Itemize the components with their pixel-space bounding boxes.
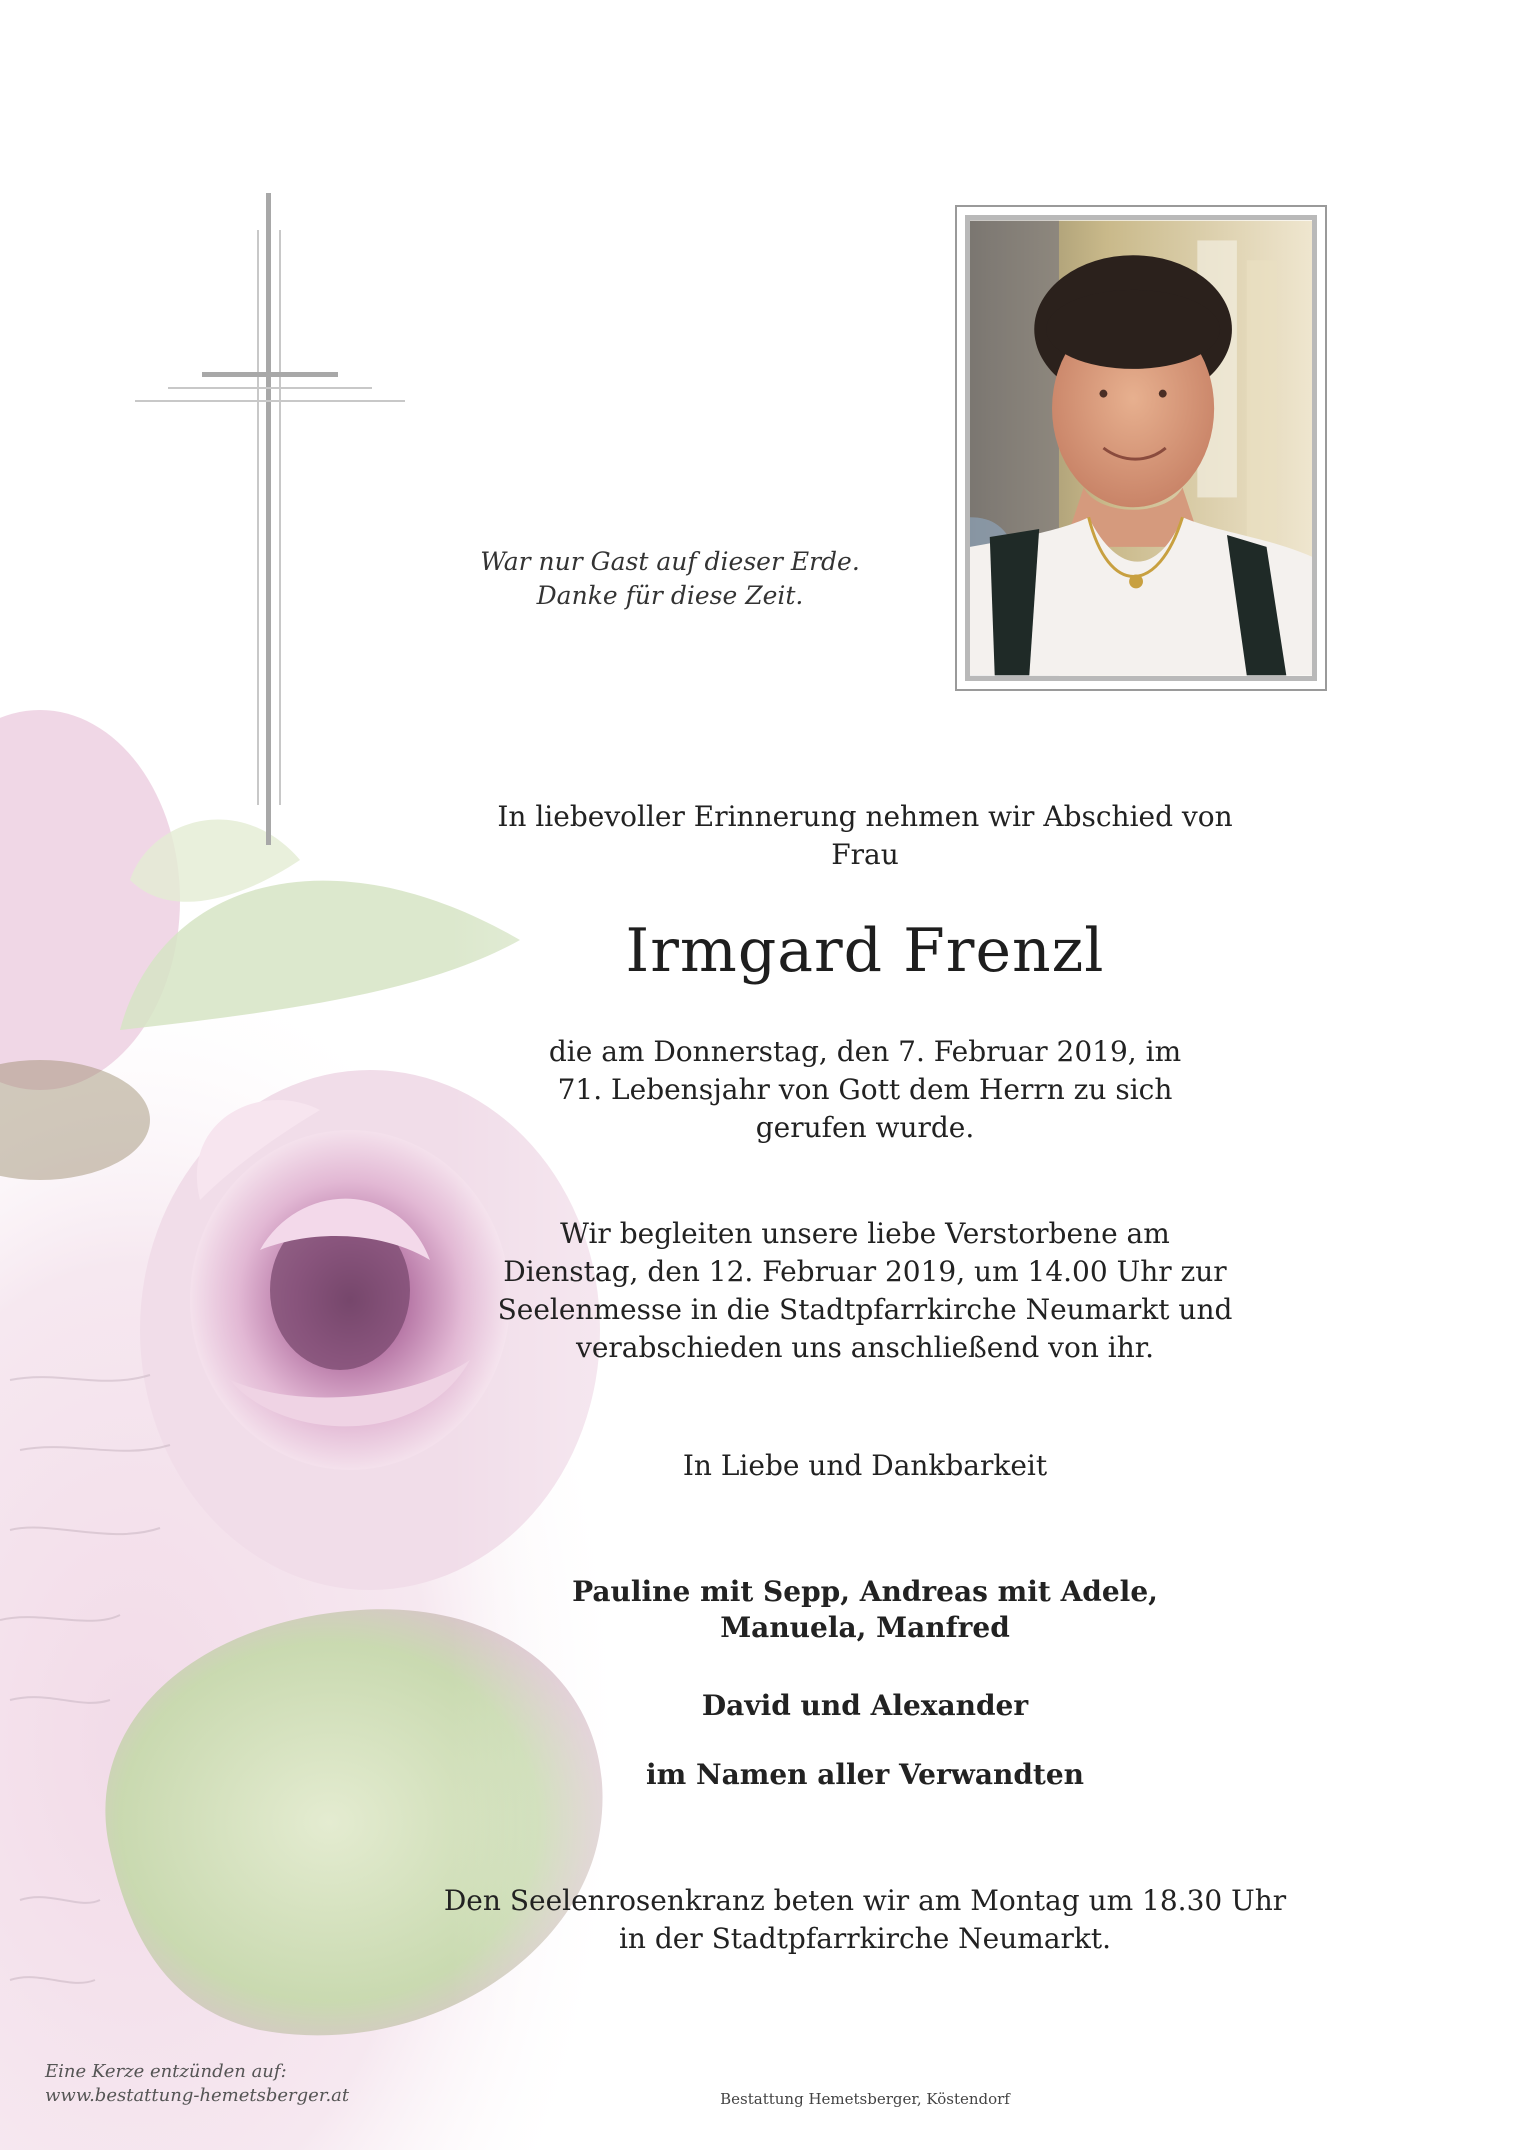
death-line: gerufen wurde. <box>755 1111 975 1144</box>
relatives-line: im Namen aller Verwandten <box>645 1758 1085 1791</box>
rosary-notice <box>440 1882 1290 1958</box>
rosary-line: in der Stadtpfarrkirche Neumarkt. <box>618 1922 1112 1955</box>
verse-line: War nur Gast auf dieser Erde. <box>480 547 860 576</box>
intro-text <box>480 798 1250 874</box>
candle-link-block <box>45 2060 349 2108</box>
death-line: die am Donnerstag, den 7. Februar 2019, im <box>548 1035 1182 1068</box>
death-line: 71. Lebensjahr von Gott dem Herrn zu sich <box>557 1073 1173 1106</box>
family-mourners <box>480 1574 1250 1646</box>
verse <box>420 545 920 613</box>
verse-line: Danke für diese Zeit. <box>536 581 804 610</box>
family-line: Manuela, Manfred <box>720 1611 1010 1644</box>
intro-line: In liebevoller Erinnerung nehmen wir Abschied von <box>497 800 1233 833</box>
mass-line: Wir begleiten unsere liebe Verstorbene am <box>560 1217 1170 1250</box>
death-notice <box>520 1033 1210 1147</box>
grandchildren: David und Alexander <box>701 1689 1029 1722</box>
portrait-frame <box>955 205 1327 691</box>
intro-salutation: Frau <box>831 838 899 871</box>
mass-line: Seelenmesse in die Stadtpfarrkirche Neumarkt und <box>497 1293 1233 1326</box>
deceased-name: Irmgard Frenzl <box>625 916 1105 986</box>
portrait-photo <box>965 215 1317 681</box>
candle-caption: Eine Kerze entzünden auf: <box>45 2061 287 2082</box>
rosary-line: Den Seelenrosenkranz beten wir am Montag um 18.30 Uhr <box>443 1884 1287 1917</box>
mass-line: verabschieden uns anschließend von ihr. <box>576 1331 1154 1364</box>
thanks-line: In Liebe und Dankbarkeit <box>682 1449 1048 1482</box>
undertaker-name: Bestattung Hemetsberger, Köstendorf <box>720 2090 1010 2108</box>
candle-url-link[interactable]: www.bestattung-hemetsberger.at <box>45 2085 350 2106</box>
portrait-photo-icon <box>970 220 1312 676</box>
mass-line: Dienstag, den 12. Februar 2019, um 14.00 Uhr zur <box>503 1255 1227 1288</box>
family-line: Pauline mit Sepp, Andreas mit Adele, <box>572 1575 1158 1608</box>
funeral-mass-notice <box>485 1215 1245 1367</box>
